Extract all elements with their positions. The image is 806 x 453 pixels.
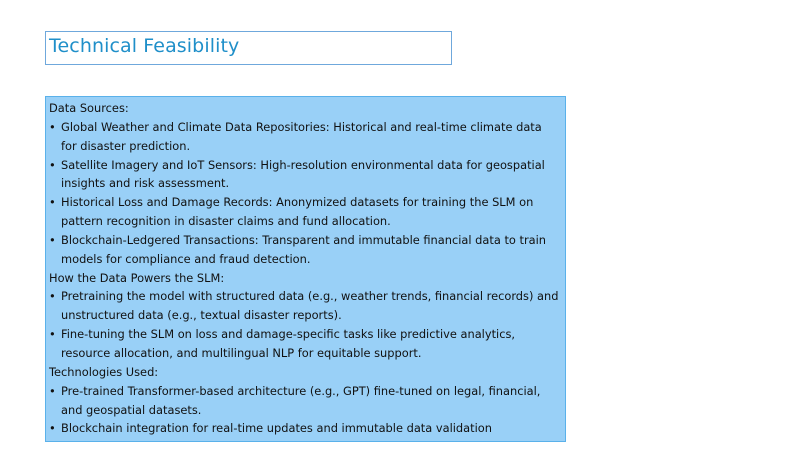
section-heading-technologies: Technologies Used: (49, 364, 159, 379)
bullet-text: Global Weather and Climate Data Repositories: Historical and real-time climate data for disaster prediction. (61, 119, 542, 153)
bullet-icon: • (49, 119, 56, 134)
section-heading-data-sources: Data Sources: (49, 101, 129, 115)
bullet-item (49, 156, 561, 194)
bullet-text: Pretraining the model with structured data (e.g., weather trends, financial records) and unstructured data (e.g., textual disaster reports). (61, 289, 559, 323)
bullet-item (49, 193, 561, 231)
bullet-text: Blockchain integration for real-time updates and immutable data validation (61, 421, 492, 436)
bullet-icon: • (49, 327, 56, 342)
bullet-text: Fine-tuning the SLM on loss and damage-specific tasks like predictive analytics, resource allocation, and multilingual NLP for equitable support. (61, 327, 516, 360)
bullet-icon: • (49, 383, 56, 398)
section-heading-data-powers: How the Data Powers the SLM: (49, 270, 225, 285)
bullet-icon: • (49, 232, 56, 247)
bullet-item (49, 382, 561, 420)
bullet-text: Blockchain-Ledgered Transactions: Transparent and immutable financial data to train models for compliance and fraud detection. (61, 232, 547, 266)
content-box (45, 96, 566, 442)
bullet-item (49, 118, 561, 156)
bullet-item (49, 287, 561, 325)
bullet-icon: • (49, 195, 56, 210)
bullet-icon: • (49, 421, 56, 436)
bullet-item (49, 325, 561, 363)
bullet-item (49, 419, 561, 438)
bullet-icon: • (49, 157, 56, 172)
slide-title: Technical Feasibility (49, 35, 240, 57)
bullet-text: Satellite Imagery and IoT Sensors: High-resolution environmental data for geospatial insights and risk assessment. (61, 157, 545, 191)
bullet-icon: • (49, 289, 56, 304)
title-box (45, 31, 452, 65)
bullet-text: Pre-trained Transformer-based architecture (e.g., GPT) fine-tuned on legal, financial, and geospatial datasets. (61, 383, 541, 417)
bullet-text: Historical Loss and Damage Records: Anonymized datasets for training the SLM on pattern recognition in disaster claims and fund allocation. (61, 195, 534, 229)
bullet-item (49, 231, 561, 269)
